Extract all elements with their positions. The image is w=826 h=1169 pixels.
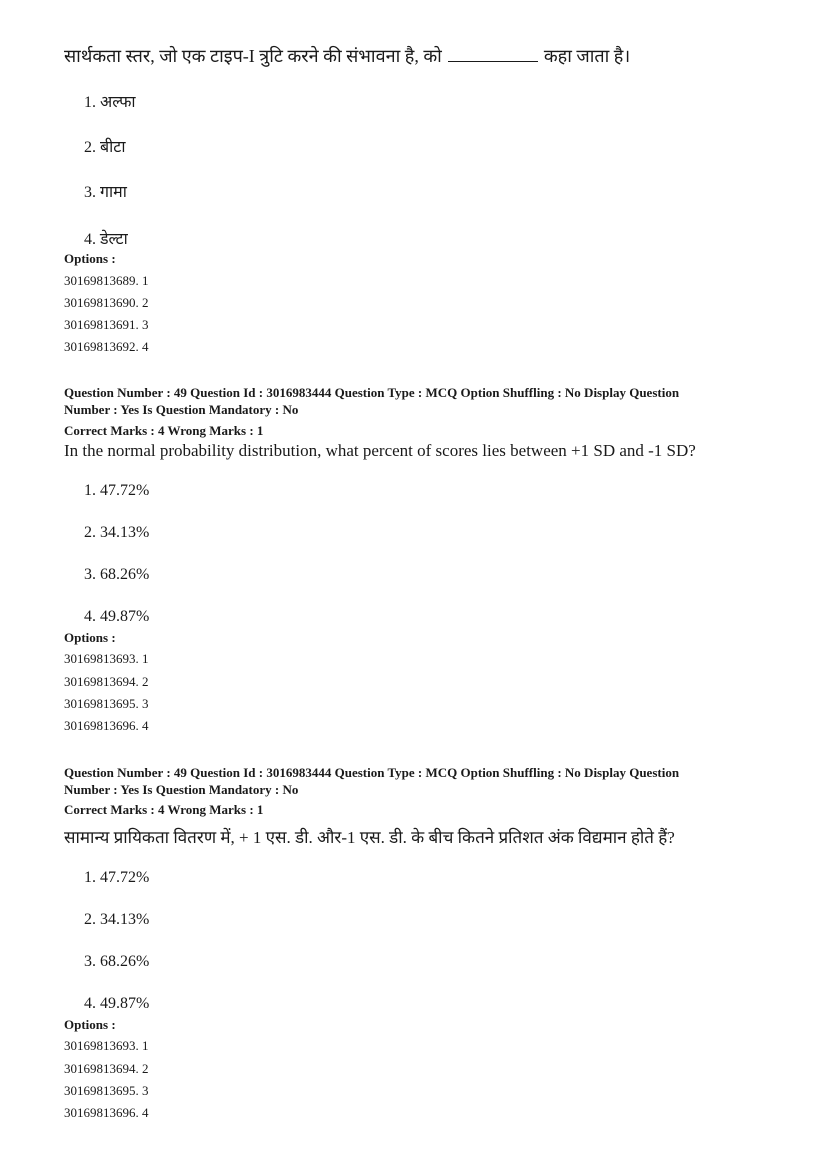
option-id-2: 30169813690. 2 xyxy=(64,295,149,310)
question-meta-line-1: Question Number : 49 Question Id : 3016983444 Question Type : MCQ Option Shuffling : No Display Question xyxy=(64,765,680,780)
option-id-4: 30169813696. 4 xyxy=(64,718,149,733)
question-text-hindi-2: सामान्य प्रायिकता वितरण में, + 1 एस. डी. और-1 एस. डी. के बीच कितने प्रतिशत अंक विद्यमान होते हैं? xyxy=(64,828,675,847)
option-id-1: 30169813693. 1 xyxy=(64,651,149,666)
options-label: Options : xyxy=(64,630,116,645)
choice-3: 3. 68.26% xyxy=(84,566,150,583)
question-meta-line-2: Number : Yes Is Question Mandatory : No xyxy=(64,402,299,417)
choice-2: 2. बीटा xyxy=(84,139,126,156)
options-label: Options : xyxy=(64,251,116,266)
option-id-3: 30169813695. 3 xyxy=(64,696,149,711)
question-text-hindi-1 xyxy=(64,44,630,68)
choice-1: 1. अल्फा xyxy=(84,94,136,111)
choice-1: 1. 47.72% xyxy=(84,482,150,499)
option-id-4: 30169813692. 4 xyxy=(64,339,149,354)
option-id-1: 30169813693. 1 xyxy=(64,1038,149,1053)
options-label: Options : xyxy=(64,1017,116,1032)
choice-2: 2. 34.13% xyxy=(84,911,150,928)
question-text-english: In the normal probability distribution, what percent of scores lies between +1 SD and -1 SD? xyxy=(64,441,696,460)
option-id-3: 30169813691. 3 xyxy=(64,317,149,332)
choice-3: 3. गामा xyxy=(84,184,127,201)
question-meta-line-2: Number : Yes Is Question Mandatory : No xyxy=(64,782,299,797)
question-text-part-1: सार्थकता स्तर, जो एक टाइप-I त्रुटि करने की संभावना है, को xyxy=(64,46,442,66)
choice-1: 1. 47.72% xyxy=(84,869,150,886)
question-text-part-2: कहा जाता है। xyxy=(543,46,631,66)
question-marks: Correct Marks : 4 Wrong Marks : 1 xyxy=(64,423,264,438)
option-id-4: 30169813696. 4 xyxy=(64,1105,149,1120)
answer-blank xyxy=(448,45,538,62)
option-id-2: 30169813694. 2 xyxy=(64,1061,149,1076)
option-id-2: 30169813694. 2 xyxy=(64,674,149,689)
choice-4: 4. 49.87% xyxy=(84,995,150,1012)
choice-3: 3. 68.26% xyxy=(84,953,150,970)
option-id-1: 30169813689. 1 xyxy=(64,273,149,288)
question-meta-line-1: Question Number : 49 Question Id : 3016983444 Question Type : MCQ Option Shuffling : No Display Question xyxy=(64,385,680,400)
choice-4: 4. 49.87% xyxy=(84,608,150,625)
choice-2: 2. 34.13% xyxy=(84,524,150,541)
option-id-3: 30169813695. 3 xyxy=(64,1083,149,1098)
question-marks: Correct Marks : 4 Wrong Marks : 1 xyxy=(64,802,264,817)
choice-4: 4. डेल्टा xyxy=(84,231,128,248)
